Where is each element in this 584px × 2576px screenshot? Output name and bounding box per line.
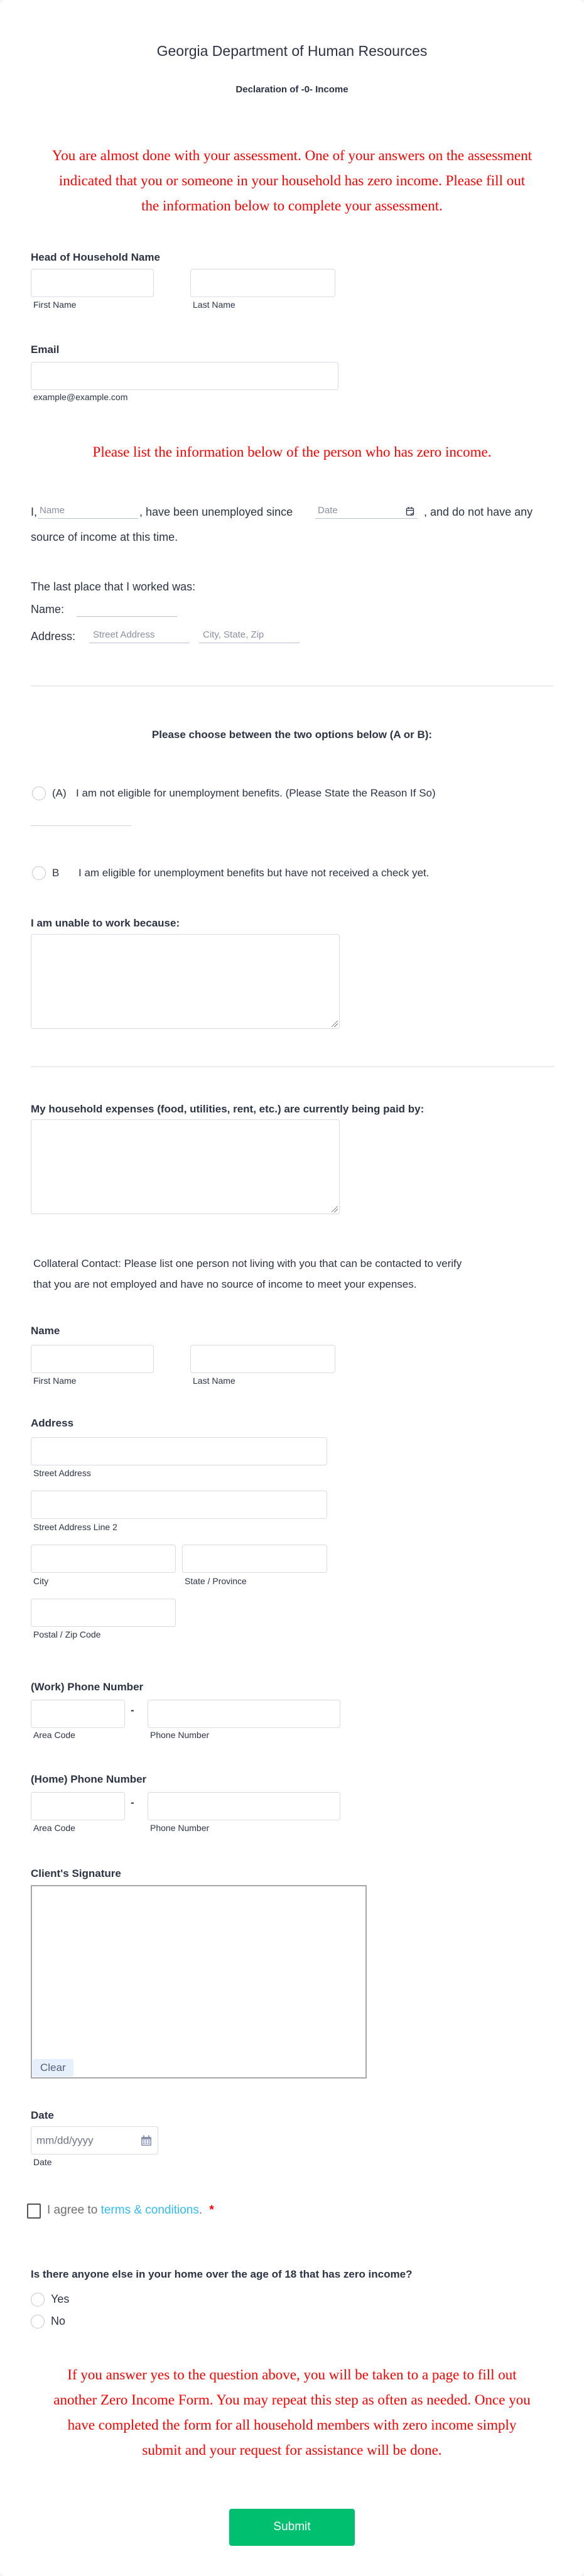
email-label: Email bbox=[31, 344, 60, 356]
collateral-line: that you are not employed and have no source of income to meet your expenses. bbox=[33, 1278, 417, 1290]
option-b-radio[interactable] bbox=[32, 866, 46, 880]
declaration-date-input[interactable] bbox=[315, 505, 418, 519]
others-yes-label: Yes bbox=[51, 2293, 70, 2305]
intro-notice-line: You are almost done with your assessment. One of your answers on the assessment bbox=[51, 148, 533, 163]
address-street-input[interactable] bbox=[31, 1437, 327, 1465]
option-a-radio[interactable] bbox=[32, 786, 46, 800]
address-state-input[interactable] bbox=[182, 1545, 327, 1573]
work-phone-label: (Work) Phone Number bbox=[31, 1681, 144, 1693]
unable-to-work-textarea[interactable] bbox=[31, 934, 340, 1029]
closing-notice-line: another Zero Income Form. You may repeat this step as often as needed. Once you bbox=[53, 2392, 531, 2408]
declaration-suffix: , and do not have any bbox=[424, 506, 533, 518]
options-heading: Please choose between the two options below (A or B): bbox=[151, 729, 433, 741]
address-street-sublabel: Street Address bbox=[33, 1468, 91, 1478]
collateral-line: Collateral Contact: Please list one person not living with you that can be contacted to verify bbox=[33, 1258, 462, 1269]
resize-grip-icon[interactable] bbox=[332, 1021, 338, 1027]
address-zip-input[interactable] bbox=[31, 1599, 176, 1627]
last-workplace-name-label: Name: bbox=[31, 603, 65, 616]
signature-clear-button[interactable]: Clear bbox=[33, 2059, 73, 2077]
option-a-letter: (A) bbox=[52, 787, 67, 799]
address-state-sublabel: State / Province bbox=[185, 1576, 247, 1586]
form-title: Georgia Department of Human Resources bbox=[156, 43, 428, 59]
zero-income-notice: Please list the information below of the person who has zero income. bbox=[92, 444, 492, 460]
last-workplace-heading: The last place that I worked was: bbox=[31, 580, 196, 593]
work-phone-separator: - bbox=[131, 1704, 134, 1716]
form-subtitle: Declaration of -0- Income bbox=[235, 84, 349, 95]
email-sublabel: example@example.com bbox=[33, 392, 128, 402]
section-divider bbox=[31, 1066, 554, 1067]
address-city-input[interactable] bbox=[31, 1545, 176, 1573]
date-sublabel: Date bbox=[33, 2157, 52, 2167]
intro-notice-line: indicated that you or someone in your household has zero income. Please fill out bbox=[58, 173, 526, 188]
home-phone-label: (Home) Phone Number bbox=[31, 1773, 147, 1785]
closing-notice-line: If you answer yes to the question above, you will be taken to a page to fill out bbox=[67, 2367, 517, 2383]
section-divider bbox=[31, 685, 553, 687]
calendar-check-icon[interactable] bbox=[406, 506, 414, 516]
date-label: Date bbox=[31, 2109, 54, 2121]
signature-pad[interactable] bbox=[31, 1885, 367, 2079]
home-phone-number-sublabel: Phone Number bbox=[150, 1823, 210, 1833]
expenses-label: My household expenses (food, utilities, rent, etc.) are currently being paid by: bbox=[31, 1103, 424, 1115]
declaration-line2: source of income at this time. bbox=[31, 531, 178, 543]
address-label: Address bbox=[31, 1417, 74, 1429]
calendar-icon[interactable] bbox=[141, 2135, 152, 2146]
option-a-reason-input[interactable] bbox=[31, 825, 131, 826]
terms-link[interactable]: terms & conditions bbox=[100, 2204, 199, 2217]
unable-to-work-label: I am unable to work because: bbox=[31, 917, 180, 929]
terms-checkbox[interactable] bbox=[27, 2204, 41, 2219]
work-phone-area-input[interactable] bbox=[31, 1700, 125, 1728]
closing-notice-line: have completed the form for all household members with zero income simply bbox=[67, 2417, 517, 2433]
address-street2-sublabel: Street Address Line 2 bbox=[33, 1522, 117, 1532]
home-phone-number-input[interactable] bbox=[148, 1792, 340, 1820]
contact-first-name-input[interactable] bbox=[31, 1345, 154, 1373]
option-a-text: I am not eligible for unemployment benefits. (Please State the Reason If So) bbox=[76, 787, 436, 799]
submit-button[interactable]: Submit bbox=[229, 2509, 355, 2546]
home-phone-separator: - bbox=[131, 1796, 134, 1808]
work-phone-number-input[interactable] bbox=[148, 1700, 340, 1728]
option-b-letter: B bbox=[52, 867, 60, 879]
contact-last-name-sublabel: Last Name bbox=[193, 1376, 235, 1386]
required-asterisk: * bbox=[209, 2204, 214, 2217]
intro-notice-line: the information below to complete your assessment. bbox=[141, 198, 443, 214]
terms-text bbox=[47, 2204, 214, 2217]
work-phone-area-sublabel: Area Code bbox=[33, 1730, 75, 1740]
last-workplace-name-input[interactable] bbox=[77, 616, 177, 617]
work-phone-number-sublabel: Phone Number bbox=[150, 1730, 210, 1740]
hoh-last-name-sublabel: Last Name bbox=[193, 300, 235, 310]
terms-prefix: I agree to bbox=[47, 2204, 101, 2217]
terms-suffix: . bbox=[198, 2204, 203, 2217]
others-question-label: Is there anyone else in your home over the age of 18 that has zero income? bbox=[31, 2268, 413, 2280]
last-workplace-street-input[interactable]: Street Address bbox=[89, 629, 190, 643]
address-zip-sublabel: Postal / Zip Code bbox=[33, 1629, 101, 1639]
declaration-name-input[interactable]: Name bbox=[38, 505, 138, 519]
intro-notice bbox=[0, 143, 584, 219]
last-workplace-address-label: Address: bbox=[31, 630, 76, 643]
date-input[interactable] bbox=[31, 2126, 158, 2155]
address-street2-input[interactable] bbox=[31, 1491, 327, 1519]
contact-name-label: Name bbox=[31, 1325, 60, 1337]
home-phone-area-sublabel: Area Code bbox=[33, 1823, 75, 1833]
address-city-sublabel: City bbox=[33, 1576, 49, 1586]
closing-notice bbox=[0, 2362, 584, 2463]
hoh-first-name-sublabel: First Name bbox=[33, 300, 77, 310]
date-placeholder: mm/dd/yyyy bbox=[36, 2134, 94, 2146]
email-input[interactable] bbox=[31, 362, 338, 390]
collateral-contact-text bbox=[33, 1253, 462, 1295]
declaration-prefix: I, bbox=[31, 506, 38, 518]
home-phone-area-input[interactable] bbox=[31, 1792, 125, 1820]
hoh-first-name-input[interactable] bbox=[31, 269, 154, 297]
signature-label: Client's Signature bbox=[31, 1867, 121, 1879]
contact-first-name-sublabel: First Name bbox=[33, 1376, 77, 1386]
last-workplace-city-input[interactable]: City, State, Zip bbox=[199, 629, 300, 643]
option-b-text: I am eligible for unemployment benefits but have not received a check yet. bbox=[78, 867, 430, 879]
declaration-middle-text: , have been unemployed since bbox=[139, 506, 293, 518]
others-yes-radio[interactable] bbox=[31, 2293, 45, 2307]
closing-notice-line: submit and your request for assistance will be done. bbox=[142, 2442, 442, 2458]
others-no-label: No bbox=[51, 2315, 66, 2327]
head-of-household-label: Head of Household Name bbox=[31, 251, 160, 263]
resize-grip-icon[interactable] bbox=[332, 1206, 338, 1212]
hoh-last-name-input[interactable] bbox=[190, 269, 335, 297]
contact-last-name-input[interactable] bbox=[190, 1345, 335, 1373]
declaration-date-placeholder: Date bbox=[318, 505, 338, 516]
expenses-textarea[interactable] bbox=[31, 1119, 340, 1214]
others-no-radio[interactable] bbox=[31, 2315, 45, 2329]
